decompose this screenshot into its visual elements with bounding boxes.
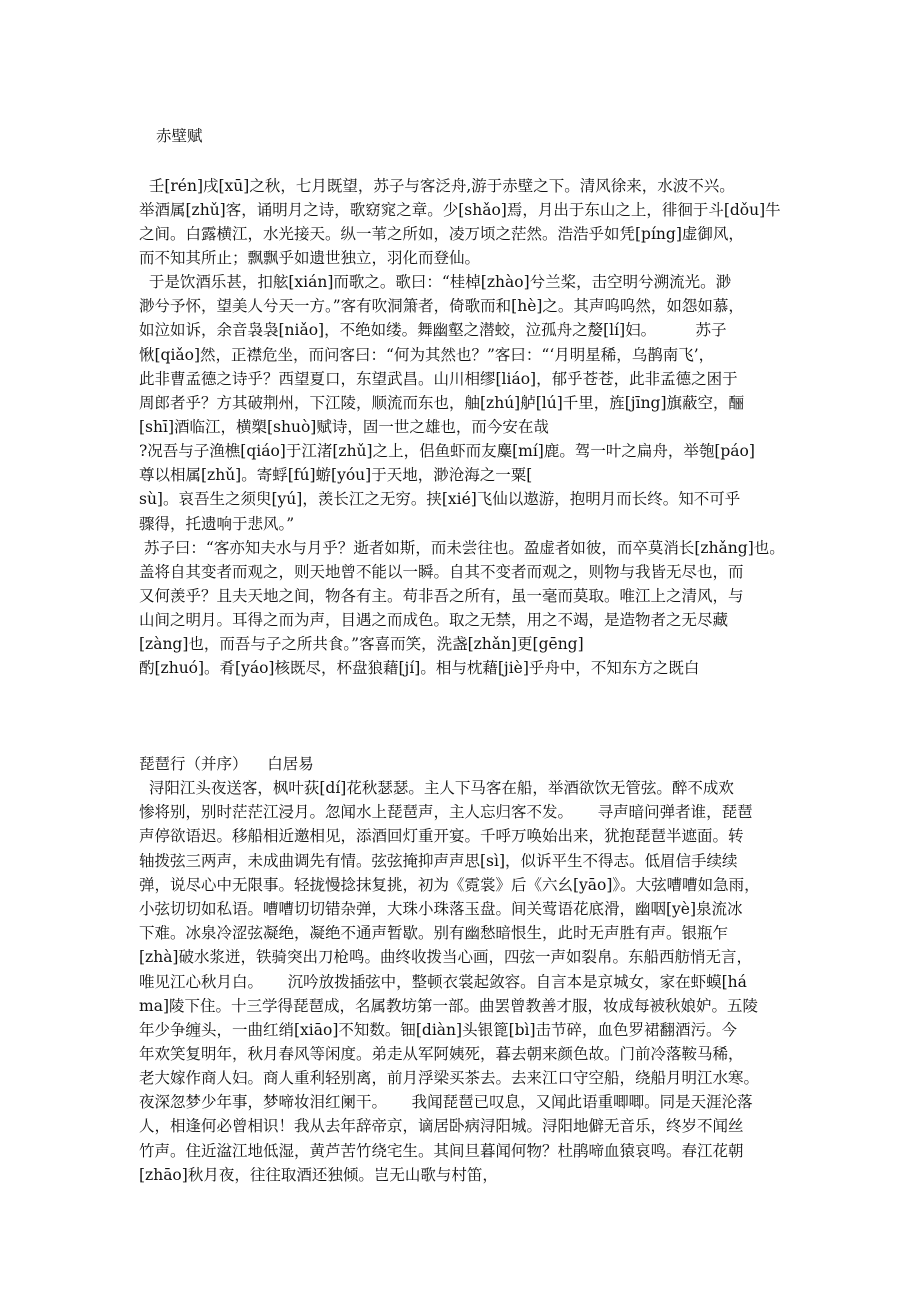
text-line: 山间之明月。耳得之而为声，目遇之而成色。取之无禁，用之不竭，是造物者之无尽藏 [139, 611, 729, 629]
text-line: [zhà]破水浆迸，铁骑突出刀枪鸣。曲终收拨当心画，四弦一声如裂帛。东船西舫悄无言， [139, 948, 752, 966]
text-line: 盖将自其变者而观之，则天地曾不能以一瞬。自其不变者而观之，则物与我皆无尽也，而 [139, 563, 744, 581]
text-line: 骤得，托遗响于悲风。” [139, 515, 295, 533]
text-line: 酌[zhuó]。肴[yáo]核既尽，杯盘狼藉[jí]。相与枕藉[jiè]乎舟中，不知东方之既白 [139, 659, 700, 677]
text-line: 竹声。住近湓江地低湿，黄芦苦竹绕宅生。其间旦暮闻何物？杜鹃啼血猿哀鸣。春江花朝 [139, 1142, 744, 1160]
text-line: 之间。白露横江，水光接天。纵一苇之所如，凌万顷之茫然。浩浩乎如凭[píng]虚御风， [139, 225, 744, 243]
text-line: 举酒属[zhǔ]客，诵明月之诗，歌窈窕之章。少[shǎo]焉，月出于东山之上，徘徊于斗[dǒu]牛 [139, 201, 781, 219]
text-line: ?况吾与子渔樵[qiáo]于江渚[zhǔ]之上，侣鱼虾而友麋[mí]鹿。驾一叶之扁舟，举匏[páo] [139, 442, 755, 460]
text-line: 轴拨弦三两声，未成曲调先有情。弦弦掩抑声声思[sì]，似诉平生不得志。低眉信手续续 [139, 852, 738, 870]
text-line: 苏子曰：“客亦知夫水与月乎？逝者如斯，而未尝往也。盈虚者如彼，而卒莫消长[zhǎng]也。 [139, 539, 785, 557]
text-line: 老大嫁作商人妇。商人重利轻别离，前月浮梁买茶去。去来江口守空船，绕船月明江水寒。 [139, 1069, 760, 1087]
text-line: 渺兮予怀，望美人兮天一方。”客有吹洞箫者，倚歌而和[hè]之。其声呜呜然，如怨如慕， [139, 297, 744, 315]
text-line: 于是饮酒乐甚，扣舷[xián]而歌之。歌曰：“桂棹[zhào]兮兰桨，击空明兮溯流光。渺 [139, 273, 732, 291]
text-line: 唯见江心秋月白。 沉吟放拨插弦中，整顿衣裳起敛容。自言本是京城女，家在虾蟆[há [139, 973, 747, 991]
text-line: 而不知其所止；飘飘乎如遗世独立，羽化而登仙。 [139, 249, 481, 267]
text-line: 惨将别，别时茫茫江浸月。忽闻水上琵琶声，主人忘归客不发。 寻声暗问弹者谁，琵琶 [139, 803, 753, 821]
text-line: 弹，说尽心中无限事。轻拢慢捻抹复挑，初为《霓裳》后《六幺[yāo]》。大弦嘈嘈如急雨， [139, 876, 760, 894]
text-line: 愀[qiǎo]然，正襟危坐，而问客曰：“何为其然也？”客曰：“‘月明星稀，乌鹊南飞’， [139, 346, 715, 364]
text-line: 如泣如诉，余音袅袅[niǎo]，不绝如缕。舞幽壑之潜蛟，泣孤舟之嫠[lí]妇。 苏子 [139, 321, 727, 339]
text-line: [shī]酒临江，横槊[shuò]赋诗，固一世之雄也，而今安在哉 [139, 418, 549, 436]
text-line: 尊以相属[zhǔ]。寄蜉[fú]蝣[yóu]于天地，渺沧海之一粟[ [139, 466, 533, 484]
text-line: 年欢笑复明年，秋月春风等闲度。弟走从军阿姨死，暮去朝来颜色故。门前冷落鞍马稀， [139, 1045, 744, 1063]
text-line: 壬[rén]戌[xū]之秋，七月既望，苏子与客泛舟,游于赤壁之下。清风徐来，水波不兴。 [139, 177, 735, 195]
text-line: 又何羡乎？且夫天地之间，物各有主。苟非吾之所有，虽一毫而莫取。唯江上之清风，与 [139, 587, 744, 605]
text-line: 声停欲语迟。移船相近邀相见，添酒回灯重开宴。千呼万唤始出来，犹抱琵琶半遮面。转 [139, 827, 744, 845]
text-line: sù]。哀吾生之须臾[yú]，羡长江之无穷。挟[xié]飞仙以遨游，抱明月而长终。知不可乎 [139, 490, 741, 508]
text-line: [zhāo]秋月夜，往往取酒还独倾。岂无山歌与村笛， [139, 1166, 498, 1184]
text-line: [zàng]也，而吾与子之所共食。”客喜而笑，洗盏[zhǎn]更[gēng] [139, 635, 584, 653]
text-line: 人，相逢何必曾相识！我从去年辞帝京，谪居卧病浔阳城。浔阳地僻无音乐，终岁不闻丝 [139, 1117, 744, 1135]
text-line: 下难。冰泉冷涩弦凝绝，凝绝不通声暂歇。别有幽愁暗恨生，此时无声胜有声。银瓶乍 [139, 924, 729, 942]
text-line: 年少争缠头，一曲红绡[xiāo]不知数。钿[diàn]头银篦[bì]击节碎，血色罗裙翻酒污。今 [139, 1021, 738, 1039]
text-line: 此非曹孟德之诗乎？西望夏口，东望武昌。山川相缪[liáo]，郁乎苍苍，此非孟德之困于 [139, 370, 738, 388]
poem-title-chibifu: 赤壁赋 [156, 127, 203, 145]
poem-title-pipaxing: 琵琶行（并序） 白居易 [139, 755, 314, 773]
text-line: 浔阳江头夜送客，枫叶荻[dí]花秋瑟瑟。主人下马客在船，举酒欲饮无管弦。醉不成欢 [139, 779, 734, 797]
text-line: ma]陵下住。十三学得琵琶成，名属教坊第一部。曲罢曾教善才服，妆成每被秋娘妒。五陵 [139, 997, 758, 1015]
text-line: 夜深忽梦少年事，梦啼妆泪红阑干。 我闻琵琶已叹息，又闻此语重唧唧。同是天涯沦落 [139, 1093, 753, 1111]
text-line: 小弦切切如私语。嘈嘈切切错杂弹，大珠小珠落玉盘。间关莺语花底滑，幽咽[yè]泉流冰 [139, 900, 743, 918]
text-line: 周郎者乎？方其破荆州，下江陵，顺流而东也，舳[zhú]舻[lú]千里，旌[jīng]旗蔽空，酾 [139, 394, 745, 412]
